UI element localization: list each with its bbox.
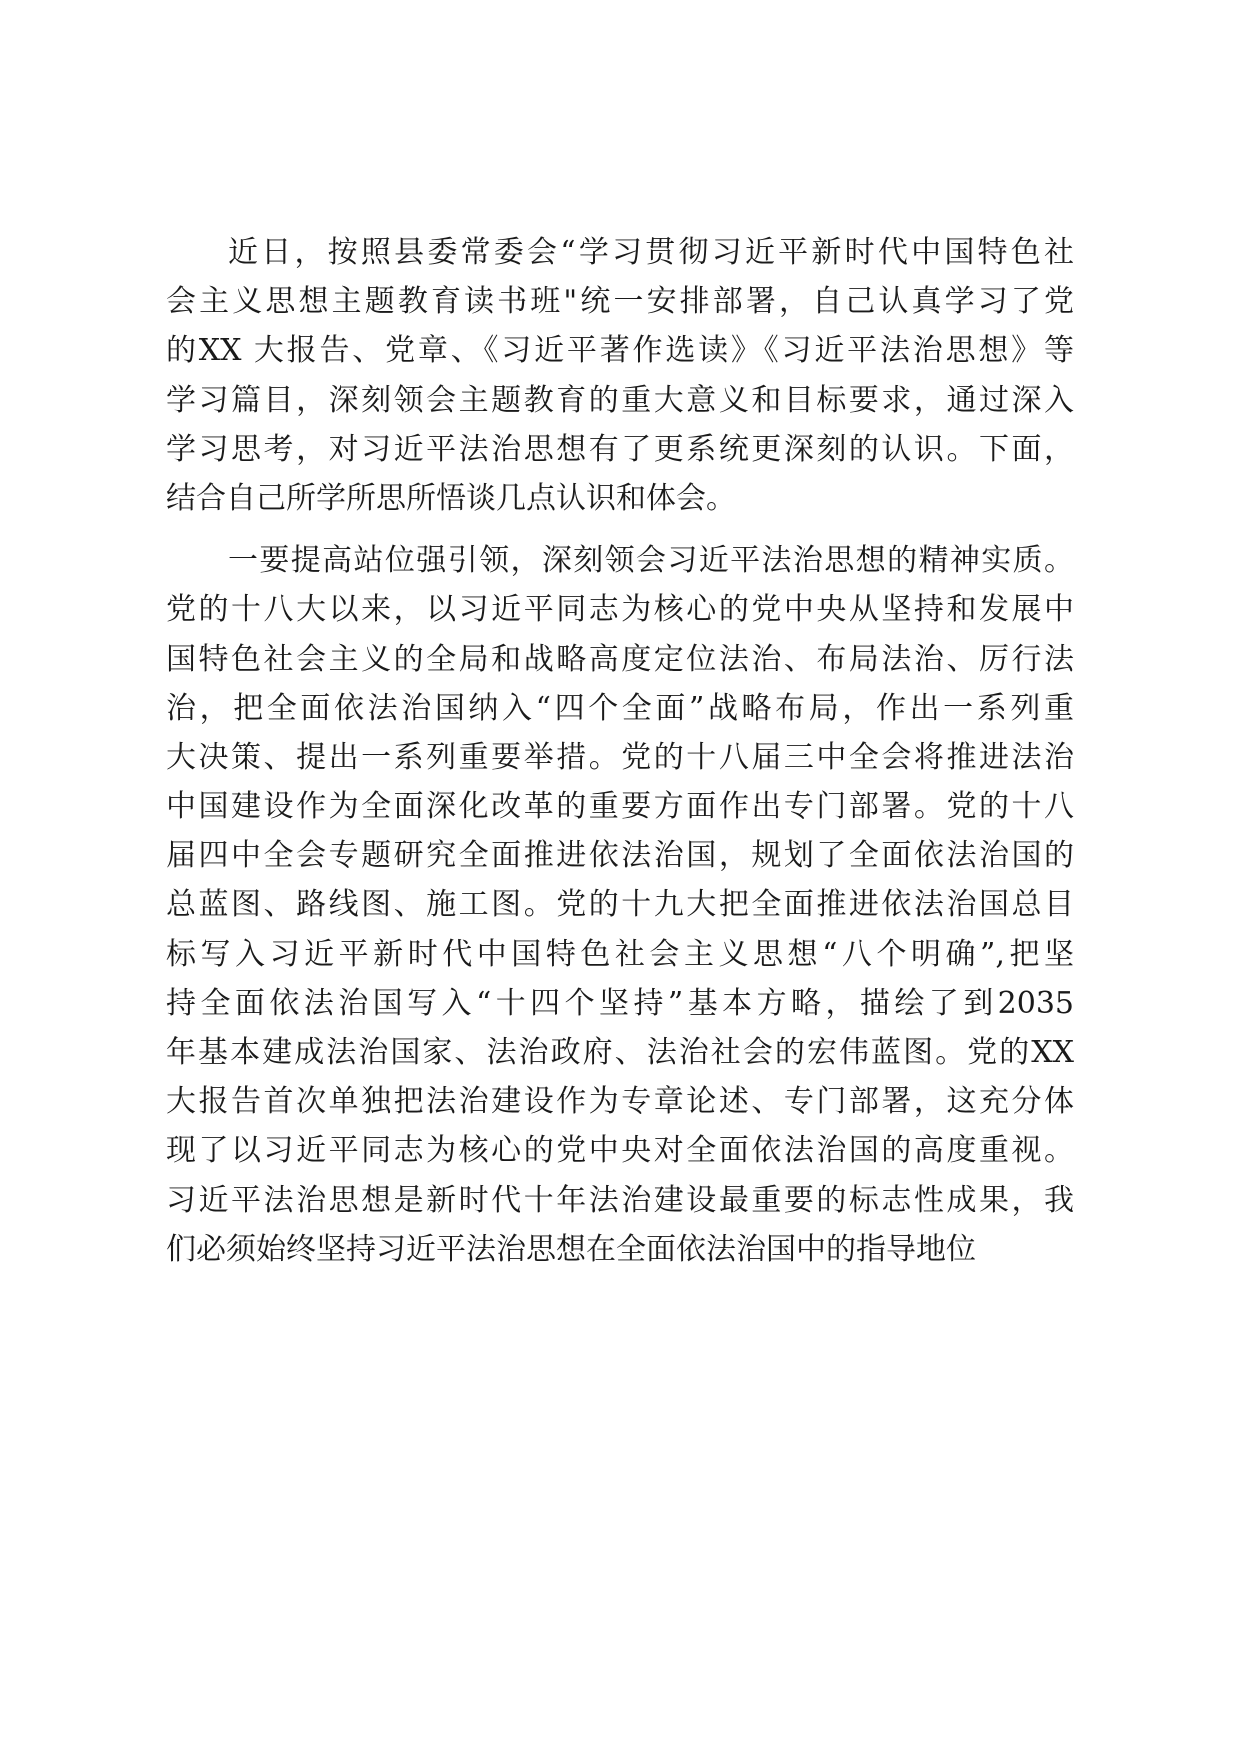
text-line: 国特色社会主义的全局和战略高度定位法治、布局法治、厉行法 xyxy=(166,641,1074,677)
text-line: 学习篇目，深刻领会主题教育的重大意义和目标要求，通过深入 xyxy=(166,382,1074,418)
text-line: 年基本建成法治国家、法治政府、法治社会的宏伟蓝图。党的XX xyxy=(166,1035,1074,1070)
text-line: 近日，按照县委常委会“学习贯彻习近平新时代中国特色社 xyxy=(228,235,1074,270)
text-line: 治，把全面依法治国纳入“四个全面”战略布局，作出一系列重 xyxy=(166,690,1074,726)
text-line: 会主义思想主题教育读书班"统一安排部署，自己认真学习了党 xyxy=(166,284,1074,320)
text-line: 一要提高站位强引领，深刻领会习近平法治思想的精神实质。 xyxy=(228,543,1074,579)
text-line: 大报告首次单独把法治建设作为专章论述、专门部署，这充分体 xyxy=(166,1084,1074,1120)
text-line: 总蓝图、路线图、施工图。党的十九大把全面推进依法治国总目 xyxy=(166,887,1074,923)
text-line: 的XX 大报告、党章、《习近平著作选读》《习近平法治思想》等 xyxy=(166,333,1074,369)
text-line: 中国建设作为全面深化改革的重要方面作出专门部署。党的十八 xyxy=(166,789,1074,825)
paragraph-spacer xyxy=(166,523,1074,536)
text-line: 学习思考，对习近平法治思想有了更系统更深刻的认识。下面， xyxy=(166,431,1074,467)
document-body xyxy=(166,228,1074,1274)
text-line: 大决策、提出一系列重要举措。党的十八届三中全会将推进法治 xyxy=(166,739,1074,775)
text-line: 们必须始终坚持习近平法治思想在全面依法治国中的指导地位 xyxy=(166,1231,976,1267)
text-line: 持全面依法治国写入“十四个坚持”基本方略，描绘了到2035 xyxy=(166,985,1074,1021)
paragraph-point-one xyxy=(166,536,1074,1274)
text-line: 届四中全会专题研究全面推进依法治国，规划了全面依法治国的 xyxy=(166,838,1074,874)
text-line: 习近平法治思想是新时代十年法治建设最重要的标志性成果，我 xyxy=(166,1182,1074,1218)
text-line: 现了以习近平同志为核心的党中央对全面依法治国的高度重视。 xyxy=(166,1133,1074,1169)
text-line: 结合自己所学所思所悟谈几点认识和体会。 xyxy=(166,480,736,516)
text-line: 标写入习近平新时代中国特色社会主义思想“八个明确”,把坚 xyxy=(166,936,1074,972)
text-line: 党的十八大以来，以习近平同志为核心的党中央从坚持和发展中 xyxy=(166,592,1074,628)
paragraph-intro xyxy=(166,228,1074,523)
